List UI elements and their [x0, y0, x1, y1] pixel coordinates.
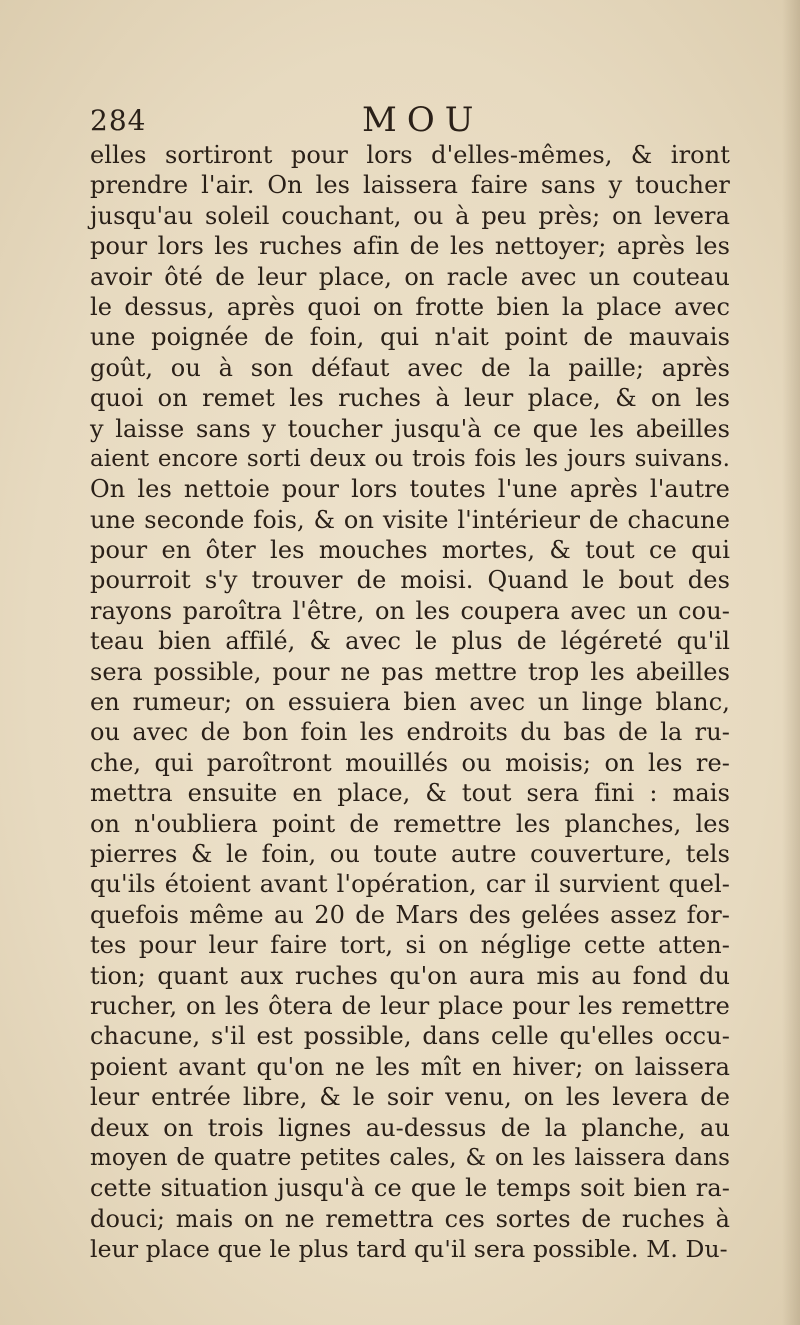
- text-line: pour lors les ruches afin de les nettoyer; après les: [90, 232, 730, 261]
- text-line: le dessus, après quoi on frotte bien la place avec: [90, 292, 730, 321]
- page-edge-shadow: [782, 0, 800, 1325]
- text-line: goût, ou à son défaut avec de la paille; après: [90, 353, 730, 382]
- text-line: cette situation jusqu'à ce que le temps soit bien ra-: [90, 1174, 730, 1203]
- text-line: qu'ils étoient avant l'opération, car il survient quel-: [90, 870, 730, 899]
- text-line: deux on trois lignes au-dessus de la planche, au: [90, 1113, 730, 1142]
- text-line: ou avec de bon foin les endroits du bas de la ru-: [90, 718, 730, 747]
- text-line: aient encore sorti deux ou trois fois les jours suivans.: [90, 445, 730, 472]
- text-line: jusqu'au soleil couchant, ou à peu près; on levera: [90, 201, 730, 230]
- text-line: leur entrée libre, & le soir venu, on les levera de: [90, 1083, 730, 1112]
- text-line: une seconde fois, & on visite l'intérieur de chacune: [90, 505, 730, 534]
- text-line: On les nettoie pour lors toutes l'une après l'autre: [90, 475, 730, 504]
- text-line: tes pour leur faire tort, si on néglige cette atten-: [90, 931, 730, 960]
- text-line: chacune, s'il est possible, dans celle qu'elles occu-: [90, 1022, 730, 1051]
- text-line: pour en ôter les mouches mortes, & tout ce qui: [90, 536, 730, 565]
- text-line: prendre l'air. On les laissera faire sans y toucher: [90, 171, 730, 200]
- text-line: quoi on remet les ruches à leur place, & on les: [90, 384, 730, 413]
- text-line: che, qui paroîtront mouillés ou moisis; on les re-: [90, 748, 730, 777]
- text-line: leur place que le plus tard qu'il sera possible. M. Du-: [90, 1235, 728, 1264]
- text-line: on n'oubliera point de remettre les planches, les: [90, 809, 730, 838]
- text-line: en rumeur; on essuiera bien avec un linge blanc,: [90, 688, 730, 717]
- body-text: [90, 140, 730, 1264]
- text-line: une poignée de foin, qui n'ait point de mauvais: [90, 323, 730, 352]
- text-line: elles sortiront pour lors d'elles-mêmes, & iront: [90, 141, 730, 169]
- text-line: sera possible, pour ne pas mettre trop les abeilles: [90, 657, 730, 686]
- running-head: MOU: [362, 100, 484, 140]
- text-line: avoir ôté de leur place, on racle avec un couteau: [90, 262, 730, 291]
- text-line: poient avant qu'on ne les mît en hiver; on laissera: [90, 1052, 730, 1081]
- text-line: pourroit s'y trouver de moisi. Quand le bout des: [90, 566, 730, 595]
- page-header: [90, 100, 730, 144]
- text-line: quefois même au 20 de Mars des gelées assez for-: [90, 900, 730, 929]
- text-line: rayons paroîtra l'être, on les coupera avec un cou-: [90, 596, 730, 625]
- text-line: y laisse sans y toucher jusqu'à ce que les abeilles: [90, 414, 730, 443]
- text-line: douci; mais on ne remettra ces sortes de ruches à: [90, 1204, 730, 1233]
- text-line: rucher, on les ôtera de leur place pour les remettre: [90, 991, 730, 1020]
- text-line: mettra ensuite en place, & tout sera fini : mais: [90, 779, 730, 808]
- text-line: tion; quant aux ruches qu'on aura mis au fond du: [90, 961, 730, 990]
- page-number: 284: [90, 104, 147, 137]
- text-line: moyen de quatre petites cales, & on les laissera dans: [90, 1144, 730, 1171]
- text-line: pierres & le foin, ou toute autre couverture, tels: [90, 839, 730, 868]
- text-line: teau bien affilé, & avec le plus de légéreté qu'il: [90, 627, 730, 656]
